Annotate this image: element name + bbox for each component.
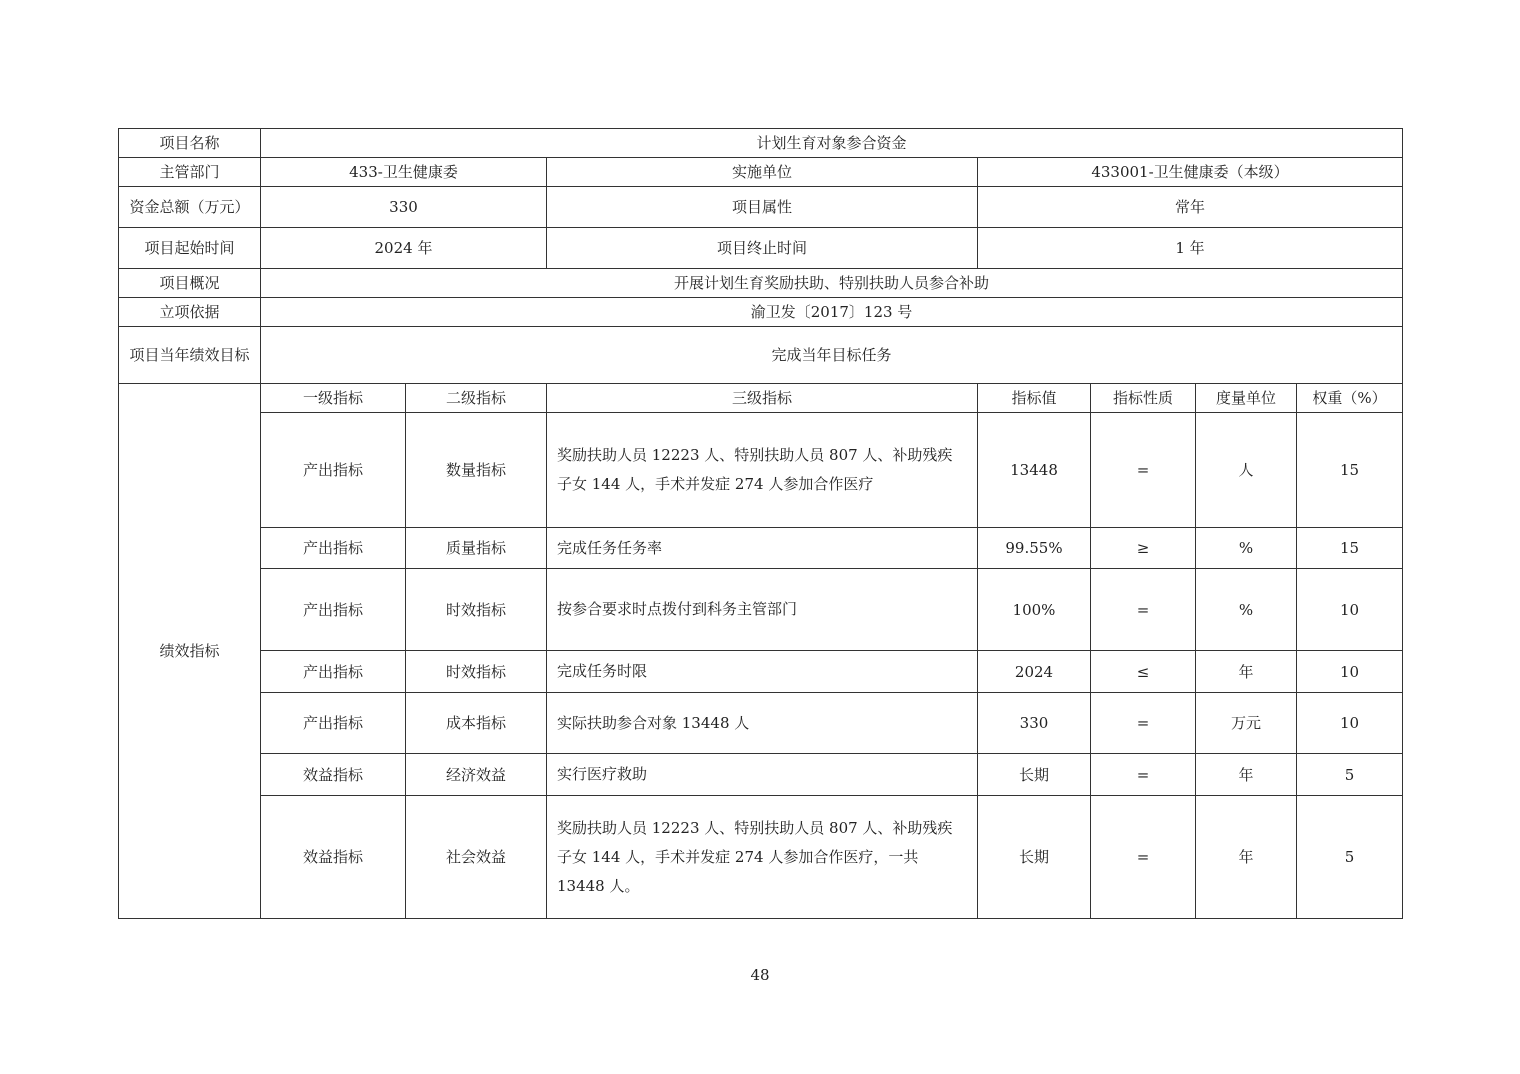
row-nature: = [1091,796,1196,919]
row-value: 2024 [978,651,1091,693]
table-row [119,796,1403,919]
row-unit: % [1196,528,1297,569]
end-label: 项目终止时间 [547,228,978,269]
header-level2: 二级指标 [406,384,547,413]
row-value: 99.55% [978,528,1091,569]
row-level2: 社会效益 [406,796,547,919]
end-value: 1 年 [978,228,1403,269]
row-level3: 奖励扶助人员 12223 人、特别扶助人员 807 人、补助残疾子女 144 人，手术并发症 274 人参加合作医疗，一共 13448 人。 [547,796,978,919]
row-value: 长期 [978,754,1091,796]
row-level1: 效益指标 [261,796,406,919]
header-weight: 权重（%） [1297,384,1403,413]
fund-label: 资金总额（万元） [119,187,261,228]
row-weight: 15 [1297,413,1403,528]
table-row [119,651,1403,693]
row-level2: 数量指标 [406,413,547,528]
performance-table [118,128,1403,919]
unit-label: 实施单位 [547,158,978,187]
row-nature: = [1091,569,1196,651]
row-weight: 10 [1297,569,1403,651]
row-level1: 产出指标 [261,413,406,528]
row-level2: 时效指标 [406,569,547,651]
row-level2: 成本指标 [406,693,547,754]
project-name-value: 计划生育对象参合资金 [261,129,1403,158]
table-row [119,413,1403,528]
row-weight: 5 [1297,796,1403,919]
start-value: 2024 年 [261,228,547,269]
row-level1: 产出指标 [261,528,406,569]
row-value: 330 [978,693,1091,754]
row-unit: 年 [1196,754,1297,796]
row-level1: 产出指标 [261,651,406,693]
row-level3: 按参合要求时点拨付到科务主管部门 [547,569,978,651]
dept-value: 433-卫生健康委 [261,158,547,187]
row-weight: 5 [1297,754,1403,796]
start-label: 项目起始时间 [119,228,261,269]
row-nature: = [1091,693,1196,754]
row-level3: 奖励扶助人员 12223 人、特别扶助人员 807 人、补助残疾子女 144 人，手术并发症 274 人参加合作医疗 [547,413,978,528]
row-level3: 实行医疗救助 [547,754,978,796]
header-level1: 一级指标 [261,384,406,413]
header-value: 指标值 [978,384,1091,413]
row-unit: 年 [1196,796,1297,919]
dept-label: 主管部门 [119,158,261,187]
row-nature: ≥ [1091,528,1196,569]
table-row [119,693,1403,754]
goal-value: 完成当年目标任务 [261,327,1403,384]
indicators-section-label: 绩效指标 [119,384,261,919]
goal-label: 项目当年绩效目标 [119,327,261,384]
table-row [119,569,1403,651]
row-level1: 效益指标 [261,754,406,796]
row-unit: % [1196,569,1297,651]
basis-value: 渝卫发〔2017〕123 号 [261,298,1403,327]
header-nature: 指标性质 [1091,384,1196,413]
header-level3: 三级指标 [547,384,978,413]
row-level3: 完成任务时限 [547,651,978,693]
row-value: 100% [978,569,1091,651]
row-weight: 10 [1297,693,1403,754]
row-level2: 质量指标 [406,528,547,569]
basis-label: 立项依据 [119,298,261,327]
fund-value: 330 [261,187,547,228]
row-value: 13448 [978,413,1091,528]
row-unit: 人 [1196,413,1297,528]
attr-value: 常年 [978,187,1403,228]
project-name-label: 项目名称 [119,129,261,158]
row-level2: 经济效益 [406,754,547,796]
row-weight: 10 [1297,651,1403,693]
row-level3: 实际扶助参合对象 13448 人 [547,693,978,754]
table-row [119,754,1403,796]
row-nature: ≤ [1091,651,1196,693]
table-row [119,528,1403,569]
row-nature: = [1091,413,1196,528]
header-unit: 度量单位 [1196,384,1297,413]
attr-label: 项目属性 [547,187,978,228]
row-weight: 15 [1297,528,1403,569]
row-unit: 年 [1196,651,1297,693]
unit-value: 433001-卫生健康委（本级） [978,158,1403,187]
row-level2: 时效指标 [406,651,547,693]
row-unit: 万元 [1196,693,1297,754]
row-level3: 完成任务任务率 [547,528,978,569]
row-level1: 产出指标 [261,693,406,754]
page-number: 48 [750,966,770,984]
row-nature: = [1091,754,1196,796]
row-value: 长期 [978,796,1091,919]
overview-value: 开展计划生育奖励扶助、特别扶助人员参合补助 [261,269,1403,298]
row-level1: 产出指标 [261,569,406,651]
overview-label: 项目概况 [119,269,261,298]
